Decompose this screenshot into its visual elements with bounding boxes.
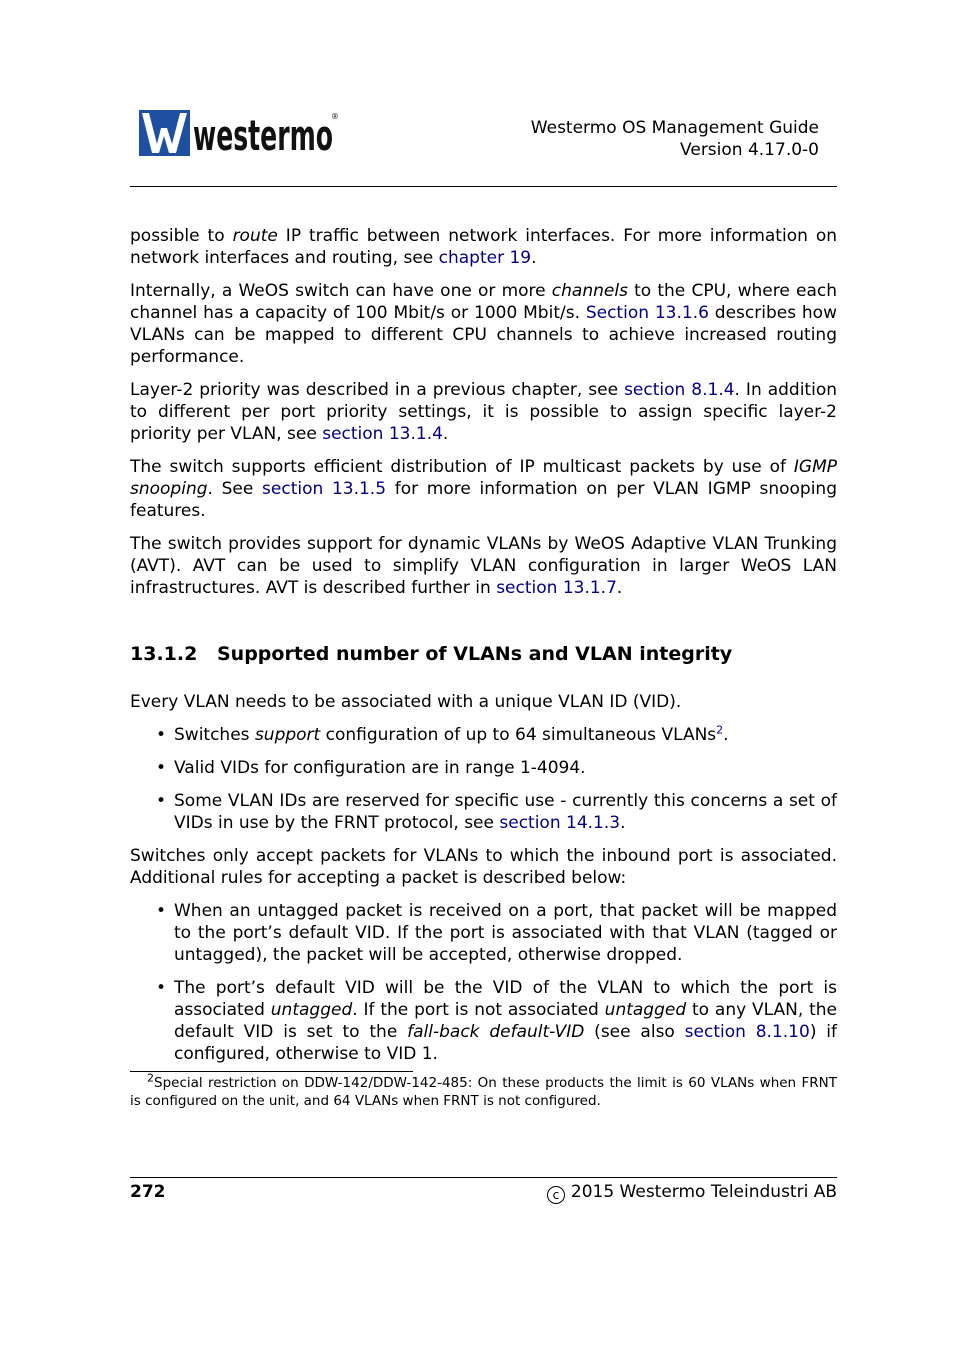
- page-content: [130, 225, 837, 1076]
- paragraph-route: possible to route IP traffic between network interfaces. For more information on network interfaces and routing, see chapter 19.: [130, 226, 837, 268]
- bullet: •: [156, 758, 167, 778]
- bullet: •: [156, 725, 167, 745]
- copyright-text: 2015 Westermo Teleindustri AB: [570, 1182, 837, 1202]
- link-section-13-1-6[interactable]: Section 13.1.6: [585, 303, 709, 323]
- guide-version: Version 4.17.0-0: [680, 140, 819, 160]
- link-section-8-1-10[interactable]: section 8.1.10: [684, 1022, 810, 1042]
- footnote-ref-2[interactable]: 2: [716, 723, 724, 737]
- bullet: •: [156, 978, 167, 998]
- section-title: Supported number of VLANs and VLAN integrity: [217, 643, 733, 665]
- page-number: 272: [130, 1182, 166, 1202]
- link-section-14-1-3[interactable]: section 14.1.3: [499, 813, 621, 833]
- list-item: • The port’s default VID will be the VID of the VLAN to which the port is associated untagged. If the port is not associated untagged to any VLAN, the default VID is set to the fall-back default-VID (see also section 8.1.10) if configured, otherwise to VID 1.: [156, 978, 837, 1064]
- copyright-icon: c: [547, 1186, 565, 1204]
- registered-mark: ®: [331, 112, 339, 121]
- list-item: • When an untagged packet is received on a port, that packet will be mapped to the port’s default VID. If the port is associated with that VLAN (tagged or untagged), the packet will be accepted, otherwise dropped.: [156, 901, 837, 965]
- header-info: [531, 117, 819, 161]
- logo-wordmark: westermo: [193, 111, 333, 158]
- section-number: 13.1.2: [130, 643, 198, 665]
- list-item: • Some VLAN IDs are reserved for specific use - currently this concerns a set of VIDs in use by the FRNT protocol, see section 14.1.3.: [156, 791, 837, 833]
- paragraph-layer2-priority: Layer-2 priority was described in a previous chapter, see section 8.1.4. In addition to different per port priority settings, it is possible to assign specific layer-2 priority per VLAN, see section 13.1.4.: [130, 380, 837, 444]
- footnote: [130, 1071, 837, 1110]
- paragraph-igmp: The switch supports efficient distribution of IP multicast packets by use of IGMP snooping. See section 13.1.5 for more information on per VLAN IGMP snooping features.: [130, 457, 837, 521]
- paragraph-channels: Internally, a WeOS switch can have one or more channels to the CPU, where each channel has a capacity of 100 Mbit/s or 1000 Mbit/s. Section 13.1.6 describes how VLANs can be mapped to different CPU channels to achieve increased routing performance.: [130, 281, 837, 367]
- header-rule: [130, 186, 837, 187]
- vlan-limits-list: [130, 724, 837, 834]
- footer-rule: [130, 1177, 837, 1178]
- footnote-text: Special restriction on DDW-142/DDW-142-485: On these products the limit is 60 VLANs when FRNT is configured on the unit, and 64 VLANs when FRNT is not configured.: [130, 1075, 837, 1109]
- footnote-mark: 2: [147, 1071, 154, 1085]
- list-item: • Switches support configuration of up to 64 simultaneous VLANs$^2$.: [156, 723, 729, 745]
- accept-rules-list: [130, 900, 837, 1065]
- link-section-13-1-5[interactable]: section 13.1.5: [262, 479, 387, 499]
- westermo-logo: [139, 110, 339, 158]
- link-chapter-19[interactable]: chapter 19: [438, 248, 532, 268]
- bullet: •: [156, 791, 167, 811]
- footnote-rule: [130, 1071, 413, 1072]
- section-heading: [130, 642, 837, 666]
- list-item: • Valid VIDs for configuration are in range 1-4094.: [156, 758, 586, 778]
- link-section-13-1-4[interactable]: section 13.1.4: [322, 424, 443, 444]
- guide-title: Westermo OS Management Guide: [530, 118, 819, 138]
- bullet: •: [156, 901, 167, 921]
- link-section-13-1-7[interactable]: section 13.1.7: [496, 578, 617, 598]
- paragraph-vid: Every VLAN needs to be associated with a unique VLAN ID (VID).: [130, 692, 682, 712]
- paragraph-accept-rules: Switches only accept packets for VLANs to which the inbound port is associated. Additional rules for accepting a packet is described below:: [130, 846, 837, 888]
- westermo-logo-icon: [139, 110, 339, 158]
- copyright: [547, 1182, 837, 1204]
- paragraph-avt: The switch provides support for dynamic VLANs by WeOS Adaptive VLAN Trunking (AVT). AVT can be used to simplify VLAN configuration in larger WeOS LAN infrastructures. AVT is described further in section 13.1.7.: [130, 534, 837, 598]
- link-section-8-1-4[interactable]: section 8.1.4: [624, 380, 735, 400]
